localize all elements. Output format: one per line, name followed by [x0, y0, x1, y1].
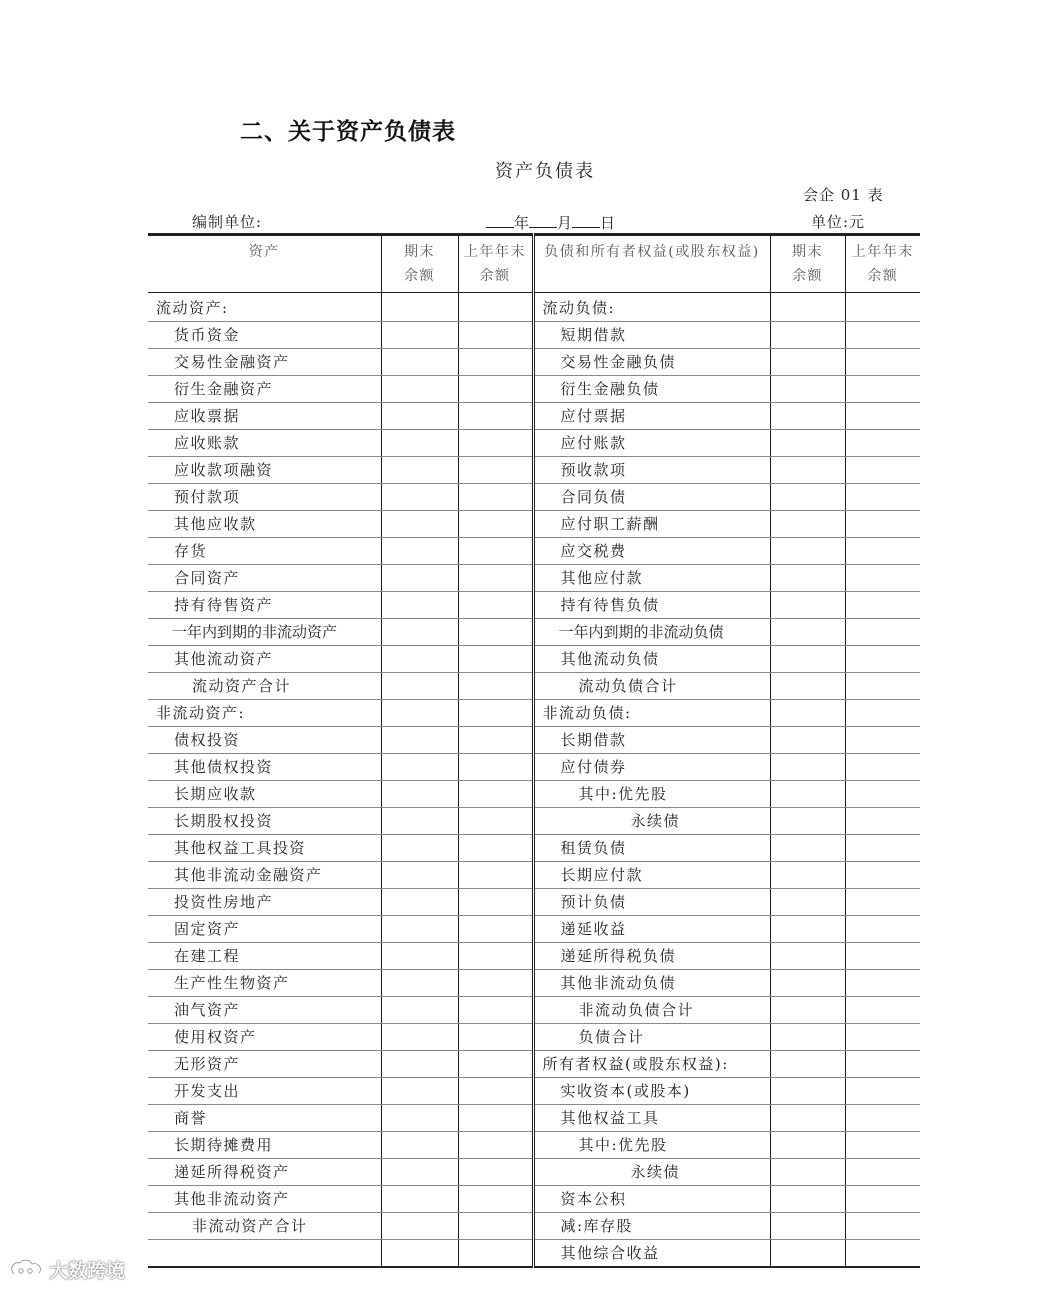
liability-item-label: 递延所得税负债: [533, 943, 770, 970]
table-row: [148, 293, 920, 322]
asset-prior-year-end-cell: [458, 646, 533, 673]
liability-period-end-cell: [770, 349, 845, 376]
liability-item-label: 其中:优先股: [533, 1132, 770, 1159]
year-label: 年: [514, 214, 530, 232]
asset-item-label: 投资性房地产: [148, 889, 381, 916]
table-row: [148, 1078, 920, 1105]
asset-prior-year-end-cell: [458, 430, 533, 457]
liability-period-end-cell: [770, 835, 845, 862]
liability-item-label: 其他应付款: [533, 565, 770, 592]
liability-prior-year-end-cell: [845, 430, 920, 457]
asset-prior-year-end-cell: [458, 1186, 533, 1213]
liability-item-label: 预收款项: [533, 457, 770, 484]
table-row: [148, 565, 920, 592]
liability-item-label: 永续债: [533, 808, 770, 835]
asset-item-label: 应收票据: [148, 403, 381, 430]
asset-period-end-cell: [381, 1024, 458, 1051]
asset-item-label: 其他非流动资产: [148, 1186, 381, 1213]
asset-period-end-cell: [381, 835, 458, 862]
asset-prior-year-end-cell: [458, 511, 533, 538]
asset-item-label: 长期待摊费用: [148, 1132, 381, 1159]
asset-period-end-cell: [381, 430, 458, 457]
asset-item-label: 长期应收款: [148, 781, 381, 808]
asset-item-label: 固定资产: [148, 916, 381, 943]
day-label: 日: [600, 214, 616, 232]
asset-period-end-cell: [381, 889, 458, 916]
asset-prior-year-end-cell: [458, 349, 533, 376]
liability-item-label: 衍生金融负债: [533, 376, 770, 403]
asset-period-end-cell: [381, 457, 458, 484]
header-period-end: [381, 235, 458, 293]
asset-item-label: 其他债权投资: [148, 754, 381, 781]
asset-prior-year-end-cell: [458, 970, 533, 997]
asset-prior-year-end-cell: [458, 1105, 533, 1132]
liability-prior-year-end-cell: [845, 1186, 920, 1213]
liability-period-end-cell: [770, 1186, 845, 1213]
liability-period-end-cell: [770, 457, 845, 484]
asset-item-label: 递延所得税资产: [148, 1159, 381, 1186]
liability-prior-year-end-cell: [845, 349, 920, 376]
liability-prior-year-end-cell: [845, 1132, 920, 1159]
liability-item-label: 流动负债合计: [533, 673, 770, 700]
table-row: [148, 1024, 920, 1051]
liability-prior-year-end-cell: [845, 1105, 920, 1132]
asset-item-label: 开发支出: [148, 1078, 381, 1105]
liability-prior-year-end-cell: [845, 538, 920, 565]
form-code: 会企 01 表: [803, 186, 884, 204]
liability-item-label: 其他流动负债: [533, 646, 770, 673]
asset-item-label: 交易性金融资产: [148, 349, 381, 376]
liability-period-end-cell: [770, 565, 845, 592]
header-prior-year-end-line2: 余额: [479, 268, 511, 284]
asset-item-label: 长期股权投资: [148, 808, 381, 835]
table-row: [148, 430, 920, 457]
asset-period-end-cell: [381, 997, 458, 1024]
asset-prior-year-end-cell: [458, 293, 533, 322]
table-row: [148, 322, 920, 349]
asset-period-end-cell: [381, 538, 458, 565]
asset-period-end-cell: [381, 1240, 458, 1268]
asset-period-end-cell: [381, 916, 458, 943]
liability-item-label: 持有待售负债: [533, 592, 770, 619]
liability-item-label: 合同负债: [533, 484, 770, 511]
asset-period-end-cell: [381, 592, 458, 619]
liability-period-end-cell: [770, 1051, 845, 1078]
asset-prior-year-end-cell: [458, 808, 533, 835]
liability-prior-year-end-cell: [845, 1240, 920, 1268]
asset-period-end-cell: [381, 646, 458, 673]
asset-period-end-cell: [381, 808, 458, 835]
asset-prior-year-end-cell: [458, 592, 533, 619]
asset-period-end-cell: [381, 322, 458, 349]
asset-prior-year-end-cell: [458, 1213, 533, 1240]
liability-prior-year-end-cell: [845, 322, 920, 349]
asset-prior-year-end-cell: [458, 727, 533, 754]
asset-prior-year-end-cell: [458, 1159, 533, 1186]
table-row: [148, 511, 920, 538]
header-prior-year-end-right: [845, 235, 920, 293]
asset-period-end-cell: [381, 1132, 458, 1159]
asset-item-label: 预付款项: [148, 484, 381, 511]
table-row: [148, 916, 920, 943]
liability-period-end-cell: [770, 781, 845, 808]
header-assets: 资产: [148, 235, 381, 293]
asset-item-label: 存货: [148, 538, 381, 565]
liability-item-label: 预计负债: [533, 889, 770, 916]
asset-period-end-cell: [381, 700, 458, 727]
liability-item-label: 所有者权益(或股东权益):: [533, 1051, 770, 1078]
liability-item-label: 负债合计: [533, 1024, 770, 1051]
asset-prior-year-end-cell: [458, 1024, 533, 1051]
liability-period-end-cell: [770, 889, 845, 916]
asset-period-end-cell: [381, 754, 458, 781]
table-row: [148, 457, 920, 484]
table-row: [148, 1105, 920, 1132]
asset-prior-year-end-cell: [458, 781, 533, 808]
liability-prior-year-end-cell: [845, 727, 920, 754]
header-row: [148, 235, 920, 293]
liability-prior-year-end-cell: [845, 835, 920, 862]
asset-period-end-cell: [381, 376, 458, 403]
section-title: 二、关于资产负债表: [240, 119, 456, 145]
liability-prior-year-end-cell: [845, 457, 920, 484]
asset-prior-year-end-cell: [458, 943, 533, 970]
asset-period-end-cell: [381, 862, 458, 889]
table-row: [148, 646, 920, 673]
table-row: [148, 835, 920, 862]
asset-period-end-cell: [381, 781, 458, 808]
liability-period-end-cell: [770, 538, 845, 565]
asset-period-end-cell: [381, 403, 458, 430]
asset-period-end-cell: [381, 1078, 458, 1105]
asset-period-end-cell: [381, 1105, 458, 1132]
liability-period-end-cell: [770, 1024, 845, 1051]
asset-item-label: 其他应收款: [148, 511, 381, 538]
asset-period-end-cell: [381, 970, 458, 997]
liability-item-label: 其中:优先股: [533, 781, 770, 808]
table-row: [148, 997, 920, 1024]
table-row: [148, 1132, 920, 1159]
liability-prior-year-end-cell: [845, 565, 920, 592]
asset-item-label: 货币资金: [148, 322, 381, 349]
header-prior-year-end-right-line1: 上年年末: [851, 244, 914, 260]
liability-prior-year-end-cell: [845, 862, 920, 889]
table-row: [148, 1186, 920, 1213]
asset-prior-year-end-cell: [458, 538, 533, 565]
asset-prior-year-end-cell: [458, 835, 533, 862]
header-prior-year-end-right-line2: 余额: [867, 268, 899, 284]
asset-prior-year-end-cell: [458, 457, 533, 484]
liability-prior-year-end-cell: [845, 376, 920, 403]
table-row: [148, 349, 920, 376]
asset-item-label: 合同资产: [148, 565, 381, 592]
table-row: [148, 943, 920, 970]
table-row: [148, 484, 920, 511]
asset-item-label: 应收款项融资: [148, 457, 381, 484]
asset-prior-year-end-cell: [458, 700, 533, 727]
header-period-end-right-line1: 期末: [792, 244, 823, 260]
liability-period-end-cell: [770, 673, 845, 700]
watermark-text: 大数跨境: [49, 1260, 126, 1282]
liability-period-end-cell: [770, 808, 845, 835]
month-label: 月: [557, 214, 573, 232]
asset-item-label: 生产性生物资产: [148, 970, 381, 997]
liability-item-label: 长期借款: [533, 727, 770, 754]
liability-prior-year-end-cell: [845, 1159, 920, 1186]
liability-prior-year-end-cell: [845, 754, 920, 781]
liability-period-end-cell: [770, 700, 845, 727]
asset-item-label: 流动资产:: [148, 293, 381, 322]
asset-item-label: 应收账款: [148, 430, 381, 457]
liability-period-end-cell: [770, 1078, 845, 1105]
asset-period-end-cell: [381, 293, 458, 322]
liability-item-label: 短期借款: [533, 322, 770, 349]
header-prior-year-end: [458, 235, 533, 293]
liability-period-end-cell: [770, 1240, 845, 1268]
asset-item-label: 其他非流动金融资产: [148, 862, 381, 889]
currency-unit: 单位:元: [811, 213, 866, 231]
asset-period-end-cell: [381, 511, 458, 538]
liability-prior-year-end-cell: [845, 673, 920, 700]
asset-item-label: 非流动资产合计: [148, 1213, 381, 1240]
year-blank: [486, 211, 514, 228]
liability-prior-year-end-cell: [845, 1213, 920, 1240]
liability-item-label: 应付债券: [533, 754, 770, 781]
table-row: [148, 700, 920, 727]
liability-item-label: 其他综合收益: [533, 1240, 770, 1268]
liability-item-label: 应交税费: [533, 538, 770, 565]
table-row: [148, 538, 920, 565]
asset-period-end-cell: [381, 943, 458, 970]
day-blank: [572, 211, 600, 228]
asset-prior-year-end-cell: [458, 997, 533, 1024]
asset-item-label: 使用权资产: [148, 1024, 381, 1051]
table-row: [148, 727, 920, 754]
header-liabilities-equity: 负债和所有者权益(或股东权益): [533, 235, 770, 293]
header-period-end-right-line2: 余额: [792, 268, 823, 284]
liability-period-end-cell: [770, 754, 845, 781]
asset-period-end-cell: [381, 565, 458, 592]
table-row: [148, 862, 920, 889]
asset-period-end-cell: [381, 1159, 458, 1186]
liability-prior-year-end-cell: [845, 943, 920, 970]
liability-period-end-cell: [770, 293, 845, 322]
table-row: [148, 403, 920, 430]
liability-item-label: 应付票据: [533, 403, 770, 430]
asset-prior-year-end-cell: [458, 889, 533, 916]
table-row: [148, 619, 920, 646]
header-prior-year-end-line1: 上年年末: [464, 244, 526, 260]
asset-item-label: 非流动资产:: [148, 700, 381, 727]
liability-item-label: 永续债: [533, 1159, 770, 1186]
liability-period-end-cell: [770, 376, 845, 403]
liability-period-end-cell: [770, 862, 845, 889]
table-row: [148, 673, 920, 700]
asset-item-label: 在建工程: [148, 943, 381, 970]
liability-prior-year-end-cell: [845, 1078, 920, 1105]
liability-item-label: 租赁负债: [533, 835, 770, 862]
liability-prior-year-end-cell: [845, 511, 920, 538]
asset-item-label: [148, 1240, 381, 1268]
asset-item-label: 持有待售资产: [148, 592, 381, 619]
table-row: [148, 1240, 920, 1268]
liability-prior-year-end-cell: [845, 619, 920, 646]
asset-period-end-cell: [381, 1213, 458, 1240]
asset-prior-year-end-cell: [458, 1240, 533, 1268]
liability-period-end-cell: [770, 511, 845, 538]
document-title: 资产负债表: [495, 161, 595, 182]
asset-item-label: 油气资产: [148, 997, 381, 1024]
liability-period-end-cell: [770, 1213, 845, 1240]
asset-prior-year-end-cell: [458, 403, 533, 430]
liability-item-label: 非流动负债:: [533, 700, 770, 727]
asset-item-label: 其他流动资产: [148, 646, 381, 673]
asset-period-end-cell: [381, 1051, 458, 1078]
liability-prior-year-end-cell: [845, 293, 920, 322]
balance-sheet-table: [148, 233, 920, 1268]
asset-prior-year-end-cell: [458, 1078, 533, 1105]
liability-period-end-cell: [770, 322, 845, 349]
liability-period-end-cell: [770, 1132, 845, 1159]
table-row: [148, 889, 920, 916]
table-row: [148, 781, 920, 808]
liability-period-end-cell: [770, 916, 845, 943]
table-row: [148, 970, 920, 997]
asset-prior-year-end-cell: [458, 916, 533, 943]
liability-period-end-cell: [770, 646, 845, 673]
liability-prior-year-end-cell: [845, 1051, 920, 1078]
liability-period-end-cell: [770, 403, 845, 430]
table-row: [148, 754, 920, 781]
asset-item-label: 商誉: [148, 1105, 381, 1132]
asset-item-label: 债权投资: [148, 727, 381, 754]
asset-period-end-cell: [381, 484, 458, 511]
liability-item-label: 资本公积: [533, 1186, 770, 1213]
liability-prior-year-end-cell: [845, 889, 920, 916]
liability-prior-year-end-cell: [845, 970, 920, 997]
asset-item-label: 衍生金融资产: [148, 376, 381, 403]
liability-period-end-cell: [770, 1105, 845, 1132]
asset-prior-year-end-cell: [458, 619, 533, 646]
liability-prior-year-end-cell: [845, 700, 920, 727]
liability-item-label: 非流动负债合计: [533, 997, 770, 1024]
liability-prior-year-end-cell: [845, 403, 920, 430]
asset-item-label: 无形资产: [148, 1051, 381, 1078]
liability-period-end-cell: [770, 997, 845, 1024]
liability-prior-year-end-cell: [845, 781, 920, 808]
liability-period-end-cell: [770, 619, 845, 646]
liability-item-label: 应付职工薪酬: [533, 511, 770, 538]
table-row: [148, 376, 920, 403]
liability-prior-year-end-cell: [845, 646, 920, 673]
table-row: [148, 1159, 920, 1186]
liability-period-end-cell: [770, 484, 845, 511]
liability-item-label: 减:库存股: [533, 1213, 770, 1240]
liability-item-label: 长期应付款: [533, 862, 770, 889]
liability-period-end-cell: [770, 943, 845, 970]
liability-item-label: 应付账款: [533, 430, 770, 457]
liability-item-label: 其他权益工具: [533, 1105, 770, 1132]
preparer-unit-label: 编制单位:: [192, 213, 263, 231]
liability-period-end-cell: [770, 970, 845, 997]
liability-period-end-cell: [770, 430, 845, 457]
liability-item-label: 流动负债:: [533, 293, 770, 322]
asset-prior-year-end-cell: [458, 673, 533, 700]
asset-period-end-cell: [381, 673, 458, 700]
table-row: [148, 592, 920, 619]
table-row: [148, 808, 920, 835]
asset-item-label: 流动资产合计: [148, 673, 381, 700]
brand-logo-icon: [8, 1258, 46, 1285]
watermark: [8, 1256, 125, 1285]
table-row: [148, 1051, 920, 1078]
asset-period-end-cell: [381, 727, 458, 754]
liability-item-label: 递延收益: [533, 916, 770, 943]
asset-prior-year-end-cell: [458, 1132, 533, 1159]
header-period-end-line1: 期末: [404, 244, 435, 260]
month-blank: [529, 211, 557, 228]
header-period-end-line2: 余额: [404, 268, 435, 284]
liability-prior-year-end-cell: [845, 1024, 920, 1051]
report-date: [486, 211, 615, 233]
liability-item-label: 实收资本(或股本): [533, 1078, 770, 1105]
asset-prior-year-end-cell: [458, 754, 533, 781]
liability-prior-year-end-cell: [845, 484, 920, 511]
liability-period-end-cell: [770, 592, 845, 619]
asset-prior-year-end-cell: [458, 1051, 533, 1078]
liability-period-end-cell: [770, 727, 845, 754]
liability-prior-year-end-cell: [845, 916, 920, 943]
asset-prior-year-end-cell: [458, 862, 533, 889]
header-period-end-right: [770, 235, 845, 293]
liability-prior-year-end-cell: [845, 808, 920, 835]
asset-prior-year-end-cell: [458, 322, 533, 349]
asset-prior-year-end-cell: [458, 484, 533, 511]
table-row: [148, 1213, 920, 1240]
liability-item-label: 一年内到期的非流动负债: [533, 619, 770, 646]
asset-prior-year-end-cell: [458, 376, 533, 403]
liability-prior-year-end-cell: [845, 997, 920, 1024]
asset-prior-year-end-cell: [458, 565, 533, 592]
liability-period-end-cell: [770, 1159, 845, 1186]
asset-item-label: 其他权益工具投资: [148, 835, 381, 862]
liability-prior-year-end-cell: [845, 592, 920, 619]
asset-period-end-cell: [381, 1186, 458, 1213]
liability-item-label: 其他非流动负债: [533, 970, 770, 997]
liability-item-label: 交易性金融负债: [533, 349, 770, 376]
asset-period-end-cell: [381, 619, 458, 646]
asset-period-end-cell: [381, 349, 458, 376]
asset-item-label: 一年内到期的非流动资产: [148, 619, 381, 646]
